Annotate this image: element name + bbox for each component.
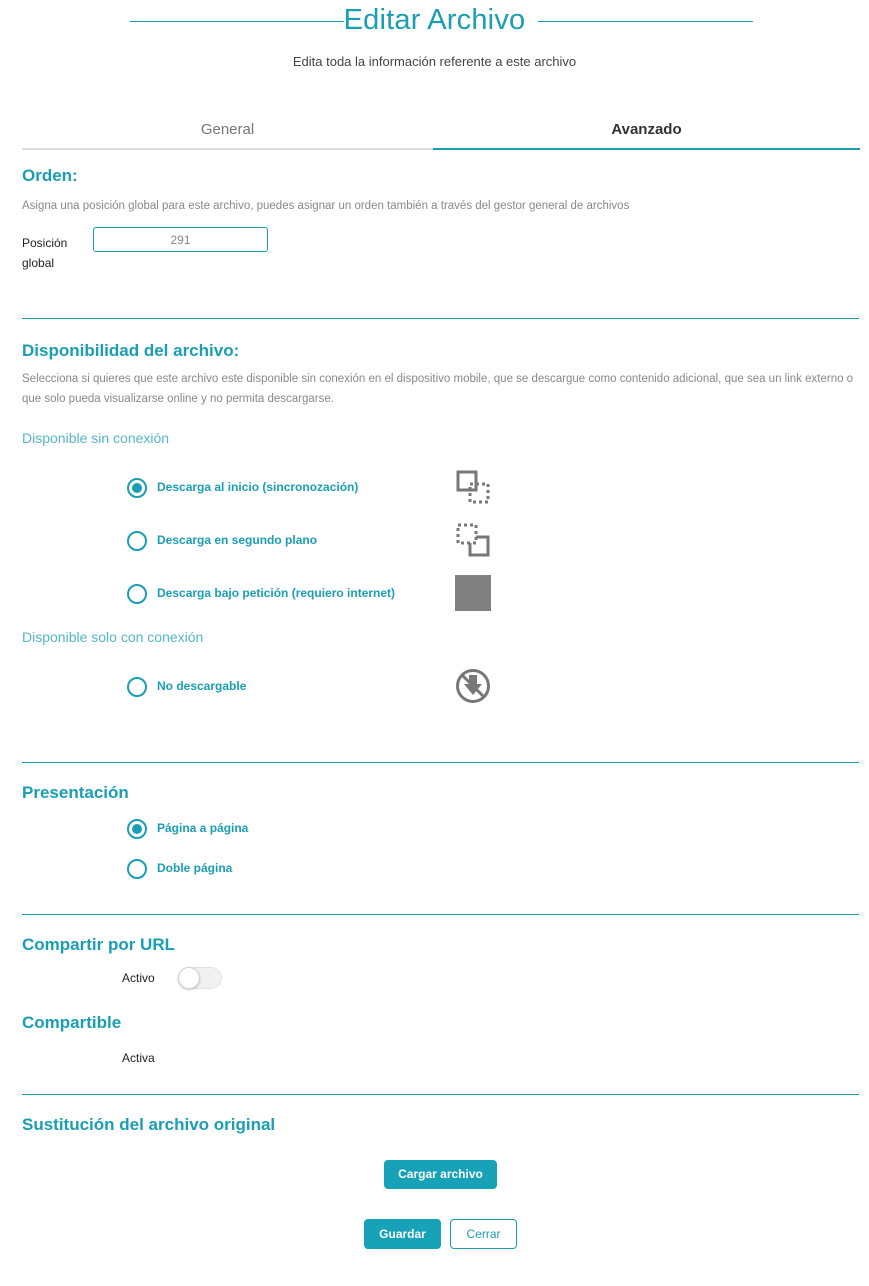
presentation-heading: Presentación	[22, 783, 129, 802]
shareable-heading: Compartible	[22, 1013, 122, 1032]
radio-background-download[interactable]	[127, 531, 147, 551]
replace-heading: Sustitución del archivo original	[22, 1115, 276, 1134]
availability-heading: Disponibilidad del archivo:	[22, 341, 240, 360]
no-download-icon	[455, 668, 491, 704]
divider-availability	[22, 762, 859, 763]
toggle-knob	[178, 967, 200, 989]
radio-label-no-download[interactable]: No descargable	[157, 679, 247, 693]
orden-description: Asigna una posición global para este archivo, puedes asignar un orden también a través del gestor general de archivos	[22, 200, 630, 212]
online-heading: Disponible solo con conexión	[22, 629, 204, 645]
share-url-toggle[interactable]	[178, 967, 222, 989]
position-label-line2: global	[22, 256, 55, 270]
radio-on-demand-download[interactable]	[127, 584, 147, 604]
availability-description: Selecciona si quieres que este archivo este disponible sin conexión en el dispositivo mobile, que se descargue como contenido adicional, que sea un link externo o que solo pueda visualizarse online y no permita descargarse.	[22, 373, 854, 405]
divider-share	[22, 1094, 859, 1095]
radio-label-background-download[interactable]: Descarga en segundo plano	[157, 533, 318, 547]
close-button[interactable]: Cerrar	[450, 1219, 517, 1249]
page-title: Editar Archivo	[343, 4, 526, 36]
divider-orden	[22, 318, 859, 319]
radio-double-page[interactable]	[127, 859, 147, 879]
radio-sync-at-start[interactable]	[127, 478, 147, 498]
shareable-label: Activa	[122, 1051, 155, 1065]
radio-label-double-page[interactable]: Doble página	[157, 861, 233, 875]
share-url-toggle-label: Activo	[122, 971, 155, 985]
divider-presentation	[22, 914, 859, 915]
radio-label-on-demand-download[interactable]: Descarga bajo petición (requiero internet)	[157, 586, 396, 600]
offline-heading: Disponible sin conexión	[22, 430, 170, 446]
share-url-heading: Compartir por URL	[22, 935, 175, 954]
page-subtitle: Edita toda la información referente a este archivo	[292, 54, 577, 69]
tab-advanced[interactable]: Avanzado	[433, 110, 860, 150]
save-button[interactable]: Guardar	[364, 1219, 441, 1249]
upload-file-button[interactable]: Cargar archivo	[384, 1160, 497, 1189]
on-demand-download-icon	[455, 575, 491, 611]
background-download-icon	[455, 522, 491, 558]
orden-heading: Orden:	[22, 166, 78, 185]
tab-general[interactable]: General	[22, 110, 433, 150]
radio-label-sync-at-start[interactable]: Descarga al inicio (sincronozación)	[157, 480, 359, 494]
global-position-input[interactable]	[93, 227, 268, 252]
radio-page-by-page[interactable]	[127, 819, 147, 839]
sync-at-start-icon	[455, 469, 491, 505]
radio-no-download[interactable]	[127, 677, 147, 697]
position-label-line1: Posición	[22, 236, 68, 250]
radio-label-page-by-page[interactable]: Página a página	[157, 821, 249, 835]
